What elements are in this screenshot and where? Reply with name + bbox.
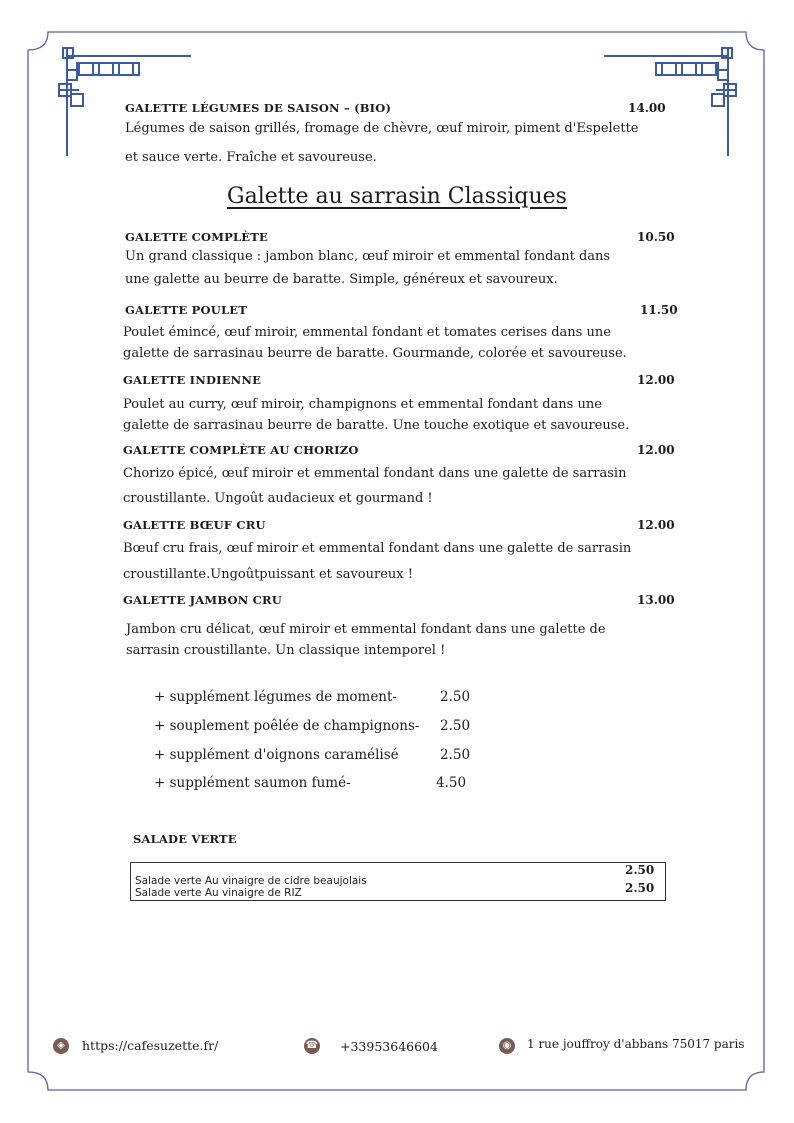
menu-item-price: 10.50 — [637, 230, 675, 244]
supplement-price: 4.50 — [436, 775, 467, 791]
menu-item-name: GALETTE POULET — [125, 303, 247, 317]
menu-item-price: 12.00 — [637, 373, 675, 387]
supplement-label: + supplément d'oignons caramélisé — [154, 747, 399, 763]
salade-price: 2.50 — [625, 863, 655, 877]
salade-line: Salade verte Au vinaigre de cidre beaujolais — [135, 875, 367, 887]
phone-number[interactable]: +33953646604 — [340, 1039, 438, 1054]
menu-item-price: 13.00 — [637, 593, 675, 607]
supplement-label: + supplément légumes de moment- — [154, 689, 397, 705]
menu-item-description: Jambon cru délicat, œuf miroir et emmental fondant dans une galette de sarrasin croustillante. Un classique intemporel ! — [126, 622, 606, 658]
location-pin-icon: ◉ — [499, 1038, 515, 1054]
supplement-price: 2.50 — [440, 689, 471, 705]
menu-item-description: Légumes de saison grillés, fromage de chèvre, œuf miroir, piment d'Espelette et sauce verte. Fraîche et savoureuse. — [125, 121, 639, 165]
supplement-label: + souplement poêlée de champignons- — [154, 718, 420, 734]
salade-line: Salade verte Au vinaigre de RIZ — [135, 887, 302, 899]
menu-item-description: Poulet émincé, œuf miroir, emmental fondant et tomates cerises dans une galette de sarrasinau beurre de baratte. Gourmande, colorée et savoureuse. — [123, 325, 627, 361]
menu-item-price: 14.00 — [628, 101, 666, 115]
section-title: Galette au sarrasin Classiques — [227, 184, 567, 209]
salade-box — [130, 862, 666, 901]
address: 1 rue jouffroy d'abbans 75017 paris — [527, 1037, 745, 1051]
menu-item-name: GALETTE INDIENNE — [123, 373, 262, 387]
menu-item-price: 12.00 — [637, 518, 675, 532]
menu-item-description: Bœuf cru frais, œuf miroir et emmental fondant dans une galette de sarrasin croustillante.Ungoûtpuissant et savoureux ! — [123, 541, 632, 582]
menu-item-name: GALETTE COMPLÈTE AU CHORIZO — [123, 443, 359, 457]
menu-item-name: GALETTE COMPLÈTE — [125, 230, 268, 244]
supplement-price: 2.50 — [440, 718, 471, 734]
menu-item-name: GALETTE LÉGUMES DE SAISON – (BIO) — [125, 101, 392, 115]
menu-item-description: Chorizo épicé, œuf miroir et emmental fondant dans une galette de sarrasin croustillante. Ungoût audacieux et gourmand ! — [123, 466, 627, 506]
supplement-price: 2.50 — [440, 747, 471, 763]
phone-icon: ☎ — [304, 1038, 320, 1054]
menu-item-price: 11.50 — [640, 303, 678, 317]
website-link[interactable]: https://cafesuzette.fr/ — [82, 1038, 219, 1053]
menu-item-description: Poulet au curry, œuf miroir, champignons et emmental fondant dans une galette de sarrasinau beurre de baratte. Une touche exotique et savoureuse. — [123, 397, 630, 433]
menu-item-name: GALETTE BŒUF CRU — [123, 518, 266, 532]
menu-item-name: GALETTE JAMBON CRU — [123, 593, 282, 607]
supplement-label: + supplément saumon fumé- — [154, 775, 351, 791]
globe-icon: ◈ — [53, 1038, 69, 1054]
menu-item-description: Un grand classique : jambon blanc, œuf miroir et emmental fondant dans une galette au beurre de baratte. Simple, généreux et savoureux. — [125, 249, 611, 287]
menu-item-price: 12.00 — [637, 443, 675, 457]
salade-price: 2.50 — [625, 881, 655, 895]
salade-heading: SALADE VERTE — [133, 832, 237, 846]
